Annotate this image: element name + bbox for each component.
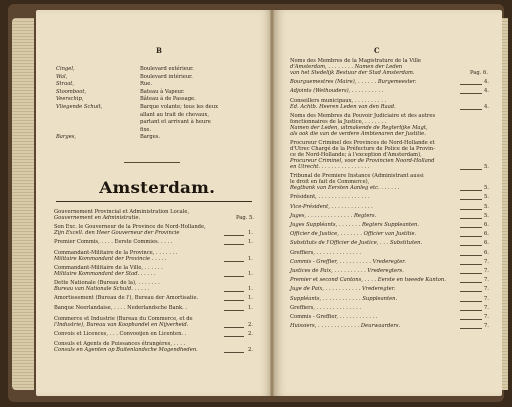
- toc-page-number: 1.: [248, 285, 253, 292]
- toc-underline: [224, 291, 244, 292]
- toc-line: Commandant-Militaire de la Ville, . . . . . .: [54, 264, 163, 271]
- toc-page-number: 1.: [248, 239, 253, 245]
- glossary-term: Stoomboot,: [56, 88, 87, 95]
- book: [8, 4, 504, 402]
- glossary-term: Wal,: [56, 73, 68, 80]
- toc-line: Noms des Membres du Pouvoir Judiciaire et des autres: [290, 112, 436, 119]
- toc-underline: [460, 319, 482, 320]
- toc-page-number: 7.: [484, 314, 489, 320]
- toc-line: Consuls et Agents de Puissances étrangères, . . . .: [54, 341, 186, 347]
- glossary-translation: allant au trait de chevaux,: [140, 111, 210, 118]
- toc-line-translation: l'Industrie), Bureau van Koophandel en Nijverheid.: [54, 321, 189, 328]
- toc-line: Banque Neerlandaise, . . . . Nederlandsche Bank. .: [54, 305, 188, 311]
- toc-page-number: 1.: [248, 305, 253, 311]
- toc-underline: [460, 255, 482, 256]
- toc-line: Noms des Membres de la Magistrature de la Ville: [290, 58, 421, 64]
- toc-page-number: 7.: [484, 268, 489, 274]
- toc-page-number: 5.: [484, 212, 489, 219]
- toc-line-translation: Consuls en Agenten op Buitenlandsche Mogendheden.: [54, 347, 198, 353]
- toc-line: en Utrecht. . . . . . . . . . . . . . . .: [290, 164, 370, 170]
- toc-line: Suppléants, . . . . . . . . . . . . Suppleanten.: [290, 295, 398, 302]
- toc-line: Ed. Achtb. Heeren Leden van den Raad.: [290, 103, 396, 110]
- toc-underline: [224, 276, 244, 277]
- toc-page-number: 2.: [248, 321, 253, 328]
- toc-underline: [460, 84, 482, 85]
- glossary-translation: Boulevard intérieur.: [140, 73, 193, 80]
- toc-underline: [460, 328, 482, 329]
- right-signature-mark: C: [374, 46, 380, 55]
- toc-underline: [460, 227, 482, 228]
- toc-line-translation: Bureau van Nationale Schuld. . . . . .: [54, 285, 150, 292]
- toc-line: Officier de Justice, . . . . . . . Officier van Justitie.: [290, 231, 417, 238]
- glossary-term: Barges,: [56, 134, 77, 141]
- toc-underline: [460, 199, 482, 200]
- toc-line: Gouvernement Provincial et Administration Locale,: [54, 209, 190, 215]
- toc-page-number: 7.: [484, 277, 489, 284]
- glossary-translation: Rue.: [140, 81, 152, 88]
- toc-line: Commis - Greffier, . . . . . . . . . . Vrederegter.: [290, 258, 406, 265]
- toc-line: Bourguemestres (Maire), . . . . . . Burgemeester.: [290, 79, 417, 86]
- toc-line: Juge de Paix, . . . . . . . . . . . Vrederegter.: [290, 286, 396, 293]
- toc-underline: [460, 282, 482, 283]
- toc-line: van het Stedelijk Bestuur der Stad Amsterdam.: [290, 70, 415, 76]
- toc-page-number: 1.: [248, 255, 253, 262]
- toc-page-number: 6.: [484, 231, 489, 238]
- toc-page-number: 7.: [484, 258, 489, 265]
- toc-page-number: 7.: [484, 304, 489, 311]
- toc-page-number: 1.: [248, 294, 253, 301]
- toc-underline: [460, 264, 482, 265]
- toc-page-number: Pag. 5.: [236, 215, 254, 221]
- toc-line-translation: Zijn Excell. den Heer Gouverneur der Provincie: [54, 230, 180, 236]
- toc-underline: [224, 310, 244, 311]
- left-signature-mark: B: [156, 46, 162, 55]
- toc-underline: [460, 93, 482, 94]
- toc-underline: [460, 109, 482, 110]
- toc-line: Vice-Président, . . . . . . . . . . . . .: [290, 203, 373, 210]
- toc-line: Huissiers, . . . . . . . . . . . . . Deurwaarders.: [290, 323, 401, 330]
- toc-underline: [460, 301, 482, 302]
- page-edges-left: [12, 18, 34, 390]
- toc-underline: [460, 273, 482, 274]
- toc-line-translation: Militaire Kommandant der Provincie . . . . .: [54, 255, 167, 262]
- toc-line: ce de Nord-Hollande; à l'exception d'Amsterdam),: [290, 152, 422, 158]
- toc-page-number: 5.: [484, 203, 489, 210]
- toc-underline: [224, 336, 244, 337]
- toc-line: Commerce et Industrie (Bureau du Commerce, et de: [54, 315, 193, 322]
- page-title: Amsterdam.: [99, 178, 216, 197]
- toc-page-number: 2.: [248, 347, 253, 353]
- toc-line: Juges, . . . . . . . . . . . . . . Regters.: [290, 212, 377, 219]
- toc-page-number: 6.: [484, 222, 489, 228]
- toc-line: Commandant-Militaire de la Province, . . . . . . .: [54, 249, 178, 256]
- glossary-translation: fixe.: [140, 126, 152, 133]
- toc-underline: [460, 310, 482, 311]
- toc-line: Amortissement (Bureau de l'), Bureau der Amortisatie.: [54, 294, 199, 301]
- toc-line: Procureur Criminel des Provinces de Nord-Hollande et: [290, 140, 435, 146]
- toc-line: Dette Nationale (Bureau de la), . . . . . . .: [54, 279, 160, 286]
- toc-page-number: 6.: [484, 240, 489, 247]
- toc-line: d'Amsterdam, . . . . . . . . Namen der Leden: [290, 64, 403, 70]
- separator-rule: [124, 162, 180, 163]
- toc-line: Substituts de l'Officier de Justice, . . . Substituten.: [290, 240, 423, 247]
- toc-line: Convois et Licences, . . . Convooijen en Licenten. .: [54, 330, 187, 337]
- glossary-term: Cingel,: [56, 66, 75, 72]
- toc-line: Regtbank van Eersten Aanleg etc. . . . . . .: [290, 185, 400, 192]
- toc-line: Juges Suppléants, . . . . . . . Regters Suppleanten.: [290, 222, 420, 228]
- toc-page-number: 4.: [484, 103, 489, 110]
- toc-line: Premier et second Cantons, . . . . Eerste en tweede Kanton.: [290, 277, 446, 284]
- toc-page-number: 7.: [484, 286, 489, 293]
- toc-line: Commis - Greffier, . . . . . . . . . . . .: [290, 314, 378, 320]
- toc-underline: [460, 291, 482, 292]
- toc-page-number: 7.: [484, 323, 489, 330]
- toc-underline: [460, 236, 482, 237]
- toc-page-number: 4.: [484, 88, 489, 95]
- glossary-translation: Barges.: [140, 134, 161, 141]
- toc-page-number: 4.: [484, 79, 489, 86]
- toc-page-number: 6.: [484, 249, 489, 256]
- toc-line: Procureur Criminel, voor de Provincien Noord-Holland: [290, 158, 435, 164]
- toc-page-number: 1.: [248, 270, 253, 277]
- toc-line: Namen der Leden, uitmakende de Regterlijke Magt,: [290, 124, 428, 131]
- toc-underline: [224, 244, 244, 245]
- glossary-translation: Barque volante; tous les deux: [140, 104, 219, 110]
- toc-underline: [224, 235, 244, 236]
- toc-line: d'Utrec Chargé de la Préfecture de Police de la Provin-: [290, 146, 435, 152]
- toc-underline: [224, 352, 244, 353]
- glossary-translation: Bateau à Vapeur.: [140, 88, 185, 95]
- toc-page-number: 5.: [484, 185, 489, 192]
- toc-underline: [460, 218, 482, 219]
- page-edges-right: [502, 18, 508, 390]
- toc-underline: [460, 169, 482, 170]
- toc-line: Conseillers municipaux, . . . . . . . . . .: [290, 97, 387, 104]
- toc-underline: [460, 209, 482, 210]
- toc-line: Premier Commis, . . . . Eerste Commies. . . . .: [54, 239, 173, 245]
- glossary-translation: Bâteau à de Passage.: [140, 96, 196, 103]
- toc-line: le droit en fait de Commerce),: [290, 179, 370, 186]
- toc-line: Greffiers, . . . . . . . . . . . . . .: [290, 304, 362, 311]
- toc-line-translation: Gouvernement en Administratie.: [54, 215, 141, 221]
- right-page: [274, 10, 502, 396]
- glossary-translation: Boulevard extérieur.: [140, 66, 194, 72]
- toc-line: Justices de Paix, . . . . . . . . . . Vrederegters.: [290, 268, 404, 274]
- toc-underline: [224, 327, 244, 328]
- toc-page-number: 5.: [484, 164, 489, 170]
- toc-underline: [224, 261, 244, 262]
- title-double-rule: [56, 201, 252, 202]
- toc-page-number: Pag. 6.: [470, 70, 488, 76]
- toc-page-number: 2.: [248, 330, 253, 337]
- glossary-term: Vliegende Schuit,: [56, 104, 103, 110]
- toc-line-translation: Militaire Kommandant der Stad. . . . . .: [54, 270, 156, 277]
- toc-page-number: 5.: [484, 194, 489, 201]
- toc-line: Tribunal de Premiere Instance (Administrant aussi: [290, 173, 424, 180]
- toc-line: Son Exc. le Gouverneur de la Province de Nord-Hollande,: [54, 224, 206, 230]
- glossary-term: Veerschip,: [56, 96, 84, 103]
- left-page: [36, 10, 272, 396]
- toc-page-number: 1.: [248, 230, 253, 236]
- toc-line: als ook die van de verdere Ambtenaren der Justitie.: [290, 130, 426, 137]
- toc-underline: [224, 300, 244, 301]
- toc-line: Greffiers, . . . . . . . . . . . . . .: [290, 249, 362, 256]
- toc-underline: [460, 245, 482, 246]
- glossary-term: Straat,: [56, 81, 75, 88]
- glossary-translation: partant et arrivant à heure: [140, 119, 211, 126]
- toc-page-number: 7.: [484, 295, 489, 302]
- toc-line: fonctionnaires de la Justice, . . . . . . .: [290, 118, 387, 125]
- toc-line: Président, . . . . . . . . . . . . . . . .: [290, 194, 370, 201]
- toc-underline: [460, 190, 482, 191]
- toc-line: Adjoints (Wethouders), . . . . . . . . . .: [290, 88, 384, 95]
